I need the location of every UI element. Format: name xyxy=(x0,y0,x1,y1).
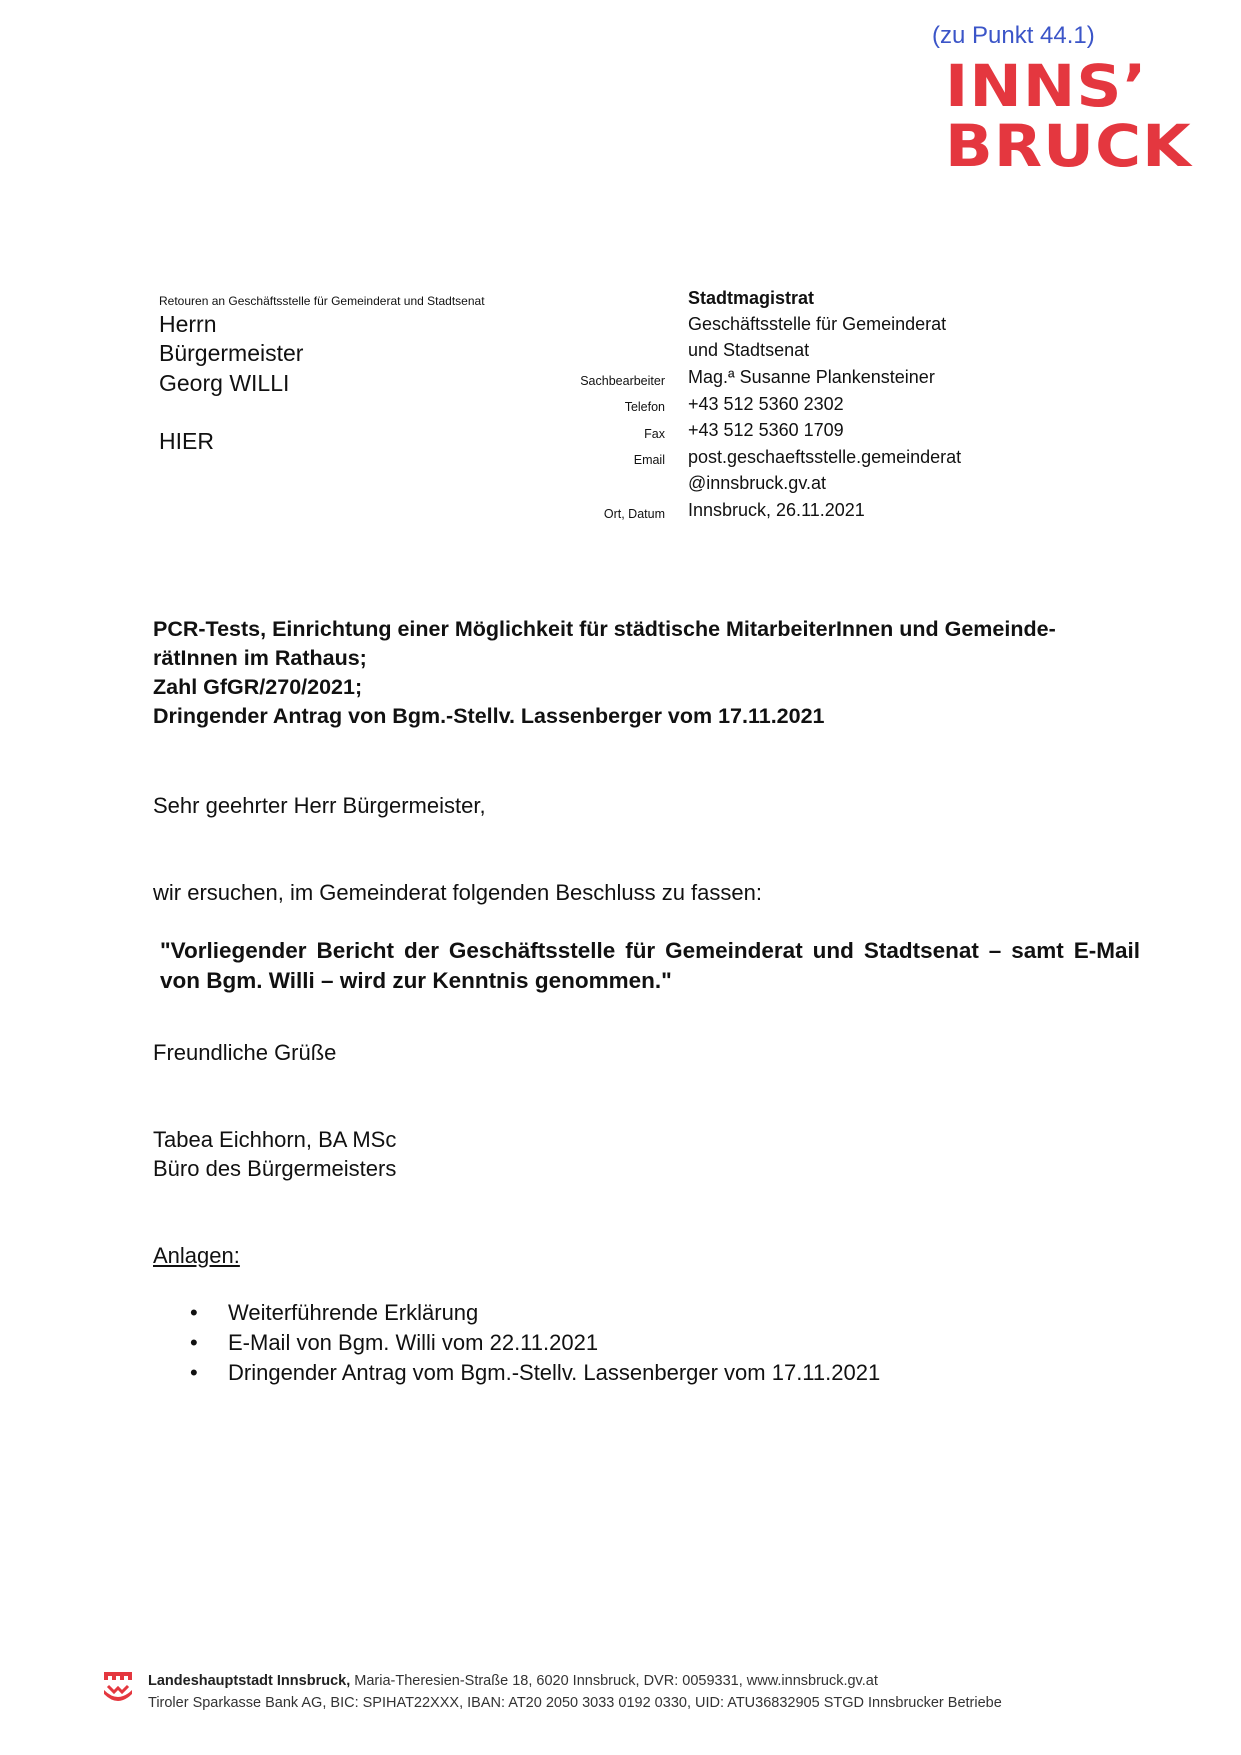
fax-label: Fax xyxy=(644,427,665,441)
clerk-value: Mag.ª Susanne Plankensteiner xyxy=(688,367,935,387)
recipient-salutation: Herrn xyxy=(159,311,217,337)
place-date-value: Innsbruck, 26.11.2021 xyxy=(688,500,865,520)
attachments-list xyxy=(190,1298,880,1388)
salutation: Sehr geehrter Herr Bürgermeister, xyxy=(153,793,486,818)
signatory-name: Tabea Eichhorn, BA MSc xyxy=(153,1127,397,1152)
closing: Freundliche Grüße xyxy=(153,1040,337,1065)
subject-line-1: PCR-Tests, Einrichtung einer Möglichkeit für städtische MitarbeiterInnen und Gemeinde- xyxy=(153,617,1056,641)
recipient-name: Georg WILLI xyxy=(159,370,290,396)
footer-address: Maria-Theresien-Straße 18, 6020 Innsbruck, DVR: 0059331, www.innsbruck.gv.at xyxy=(350,1673,878,1689)
email-value-line1: post.geschaeftsstelle.gemeinderat xyxy=(688,447,962,467)
logo-line-2: BRUCK xyxy=(945,112,1192,180)
attachment-item: • Dringender Antrag vom Bgm.-Stellv. Lassenberger vom 17.11.2021 xyxy=(190,1358,880,1388)
attachment-item: • E-Mail von Bgm. Willi vom 22.11.2021 xyxy=(190,1328,880,1358)
agenda-reference: (zu Punkt 44.1) xyxy=(932,22,1095,49)
city-crest-icon xyxy=(102,1670,134,1706)
return-address: Retouren an Geschäftsstelle für Gemeinderat und Stadtsenat xyxy=(159,294,485,308)
clerk-label: Sachbearbeiter xyxy=(580,374,665,388)
logo-line-1: INNS’ xyxy=(945,52,1148,120)
request-text: wir ersuchen, im Gemeinderat folgenden Beschluss zu fassen: xyxy=(153,880,762,905)
footer-line-1 xyxy=(148,1673,878,1689)
resolution-text: "Vorliegender Bericht der Geschäftsstelle für Gemeinderat und Stadtsenat – samt E-Mail von Bgm. Willi – wird zur Kenntnis genommen." xyxy=(160,938,1140,993)
phone-label: Telefon xyxy=(624,400,665,414)
subject-line-2: rätInnen im Rathaus; xyxy=(153,646,367,670)
footer-line-2: Tiroler Sparkasse Bank AG, BIC: SPIHAT22XXX, IBAN: AT20 2050 3033 0192 0330, UID: ATU36832905 STGD Innsbrucker Betriebe xyxy=(148,1695,1002,1711)
subject-line-4: Dringender Antrag von Bgm.-Stellv. Lassenberger vom 17.11.2021 xyxy=(153,704,825,728)
place-date-label: Ort, Datum xyxy=(603,507,665,521)
sender-org: Stadtmagistrat xyxy=(688,288,815,308)
footer-city-name: Landeshauptstadt Innsbruck, xyxy=(148,1673,351,1689)
recipient-location: HIER xyxy=(159,428,214,454)
recipient-title: Bürgermeister xyxy=(159,340,304,366)
sender-dept-line2: und Stadtsenat xyxy=(688,340,810,360)
signatory-office: Büro des Bürgermeisters xyxy=(153,1156,397,1181)
sender-dept-line1: Geschäftsstelle für Gemeinderat xyxy=(688,314,947,334)
email-label: Email xyxy=(633,453,665,467)
subject xyxy=(153,615,1133,731)
attachment-item: • Weiterführende Erklärung xyxy=(190,1298,880,1328)
attachments-title: Anlagen: xyxy=(153,1243,240,1268)
email-value-line2: @innsbruck.gv.at xyxy=(688,473,826,493)
innsbruck-logo xyxy=(945,52,1192,184)
subject-line-3: Zahl GfGR/270/2021; xyxy=(153,675,363,699)
phone-value: +43 512 5360 2302 xyxy=(688,394,844,414)
fax-value: +43 512 5360 1709 xyxy=(688,420,844,440)
